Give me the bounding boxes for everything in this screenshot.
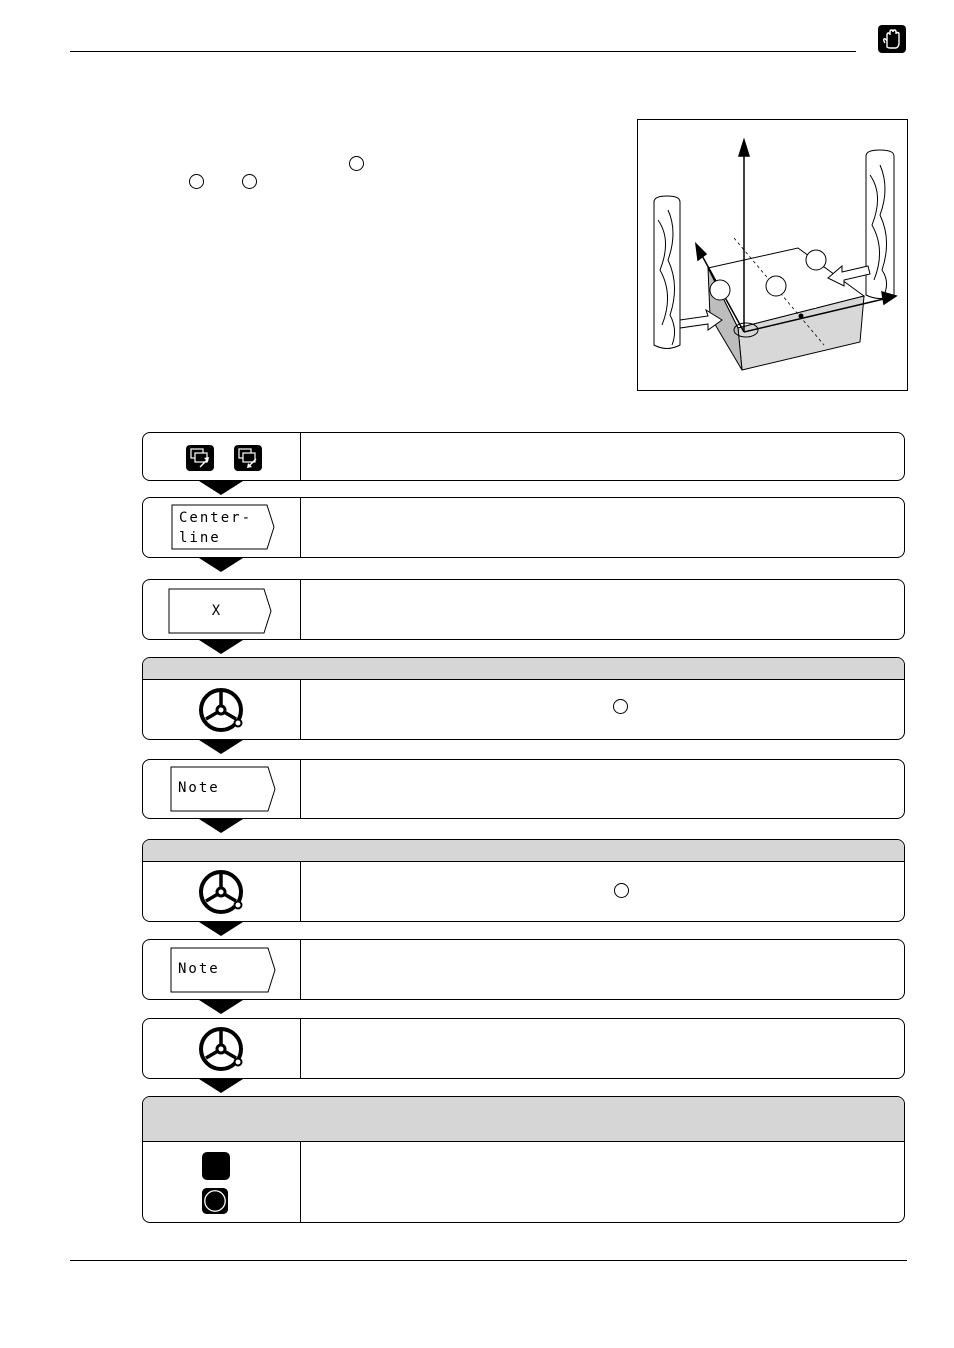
- step-keys: [143, 1142, 301, 1222]
- step-keys: [143, 862, 301, 921]
- step-keys: [143, 680, 301, 739]
- step-keys: [143, 760, 301, 818]
- step-arrow: [199, 640, 243, 654]
- step-3: [142, 579, 905, 640]
- step-arrow: [199, 922, 243, 936]
- step-7: [142, 939, 905, 1000]
- step-keys: [143, 498, 301, 557]
- softkey-label: X: [211, 603, 223, 619]
- softkey-label: Note: [178, 780, 220, 796]
- reference-circle: [613, 699, 628, 714]
- step-arrow: [199, 558, 243, 572]
- step-keys: [143, 433, 301, 480]
- x-axis-softkey[interactable]: [168, 588, 272, 634]
- page-forward-icon[interactable]: [186, 445, 214, 471]
- hand-icon: [878, 25, 906, 53]
- note-softkey[interactable]: [170, 947, 274, 993]
- step-1: [142, 432, 905, 481]
- footer-rule: [70, 1260, 907, 1261]
- step-9: [142, 1096, 905, 1223]
- note-softkey[interactable]: [170, 766, 274, 812]
- handwheel-icon: [198, 687, 248, 737]
- clear-key-icon[interactable]: [202, 1188, 228, 1214]
- step-arrow: [199, 1000, 243, 1014]
- step-keys: [143, 580, 301, 639]
- left-tool: [654, 196, 680, 349]
- step-arrow: [199, 481, 243, 495]
- step-6: [142, 839, 905, 922]
- step-header-bar: [143, 1097, 904, 1142]
- reference-circle: [349, 156, 364, 171]
- step-arrow: [199, 819, 243, 833]
- step-header-bar: [143, 658, 904, 680]
- page-back-icon[interactable]: [234, 445, 262, 471]
- enter-key-icon[interactable]: [202, 1152, 230, 1180]
- handwheel-icon: [198, 1026, 248, 1076]
- softkey-label: Note: [178, 961, 220, 977]
- step-keys: [143, 1019, 301, 1078]
- workpiece-figure: [637, 119, 908, 391]
- reference-circle: [614, 883, 629, 898]
- softkey-label: Center- line: [179, 510, 253, 546]
- reference-circle: [189, 174, 204, 189]
- step-arrow: [199, 1079, 243, 1093]
- handwheel-icon: [198, 869, 248, 919]
- step-8: [142, 1018, 905, 1079]
- centerline-softkey[interactable]: [171, 504, 275, 550]
- step-header-bar: [143, 840, 904, 862]
- step-2: [142, 497, 905, 558]
- step-4: [142, 657, 905, 740]
- header-rule: [70, 51, 856, 52]
- step-5: [142, 759, 905, 819]
- reference-circle: [242, 174, 257, 189]
- step-keys: [143, 940, 301, 999]
- step-arrow: [199, 740, 243, 754]
- right-tool: [866, 150, 894, 299]
